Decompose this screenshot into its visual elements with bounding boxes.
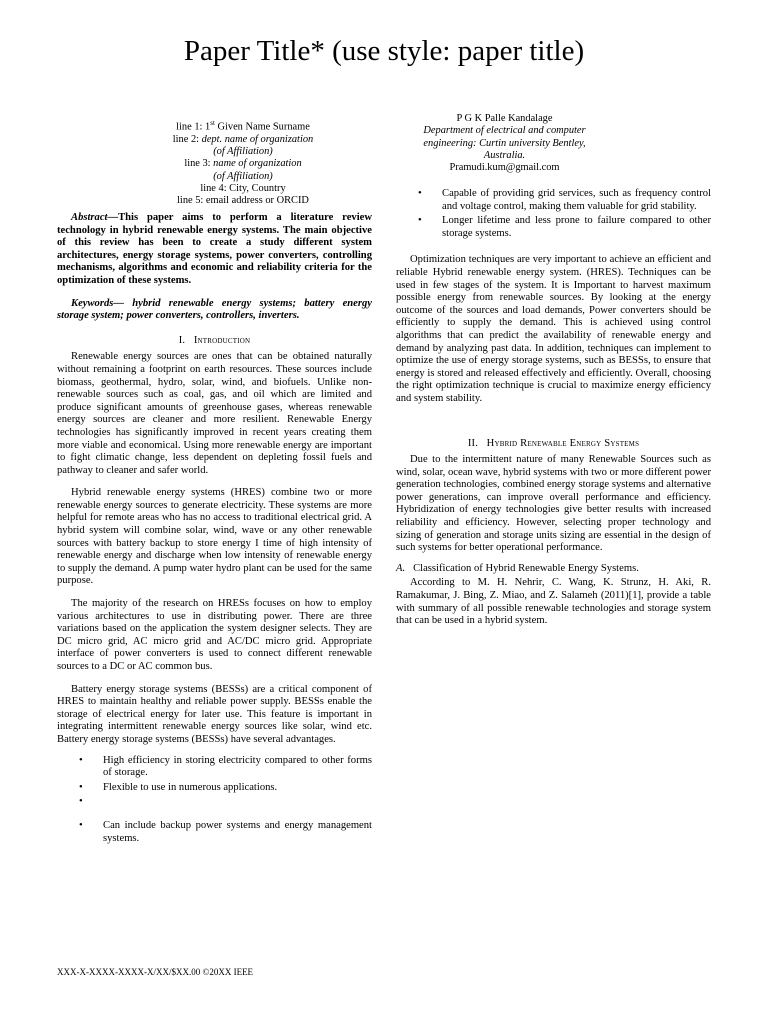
author1-line1: line 1: 1st Given Name Surname [176, 119, 310, 133]
section-heading-introduction: I. Introduction [178, 334, 251, 346]
author1-line5: line 5: email address or ORCID [177, 195, 309, 207]
intro-paragraph-2: Hybrid renewable energy systems (HRES) combine two or more renewable energy sources to generate electricity. These systems are more helpful for remote areas who has no access to traditional electrical grid. A hybrid system will combine solar, wind, wave or any other renewable sources with battery backup to store energy I time of high intensity of renewable energy and discharge when low intensity of renewable energy to supply the demand. A pump water hydro plant can be used for the same purpose. [57, 487, 372, 587]
author2-email: Pramudi.kum@gmail.com [449, 162, 560, 174]
section-heading-hybrid-systems: II. Hybrid Renewable Energy Systems [467, 437, 640, 449]
author1-line3b: (of Affiliation) [213, 170, 273, 182]
intro-paragraph-1: Renewable energy sources are ones that can be obtained naturally without remaining a footprint on earth resources. These sources include biomass, geothermal, hydro, solar, wind, and biofuels. Unlike non-renewable sources such as coal, gas, and oil which are limited and produce significant amounts of greenhouse gases, whereas renewable energy sources are cleaner and more resilient. Renewable Energy technologies has significantly improved in recent years creating them more viable and economical. Using more renewable energy are important to fight climatic change, less dependent on depleting fossil fuels and pathway to cleaner and safer world. [57, 351, 372, 476]
optimization-paragraph: Optimization techniques are very important to achieve an efficient and reliable Hybrid renewable energy system. (HRES). Techniques can be used in few stages of the system. It is Important to harvest maximum possible energy from renewable sources. By looking at the energy outcome of the sources and load demands, Power converters should be efficiently to supply the demand. This is achieved using control algorithms that can predict the availability of renewable energy and demand by analyzing past data. In addition, techniques can implement to optimize the use of energy storage systems, such as BESSs, to ensure that energy is stored and released effectively and efficiently. Overall, choosing the right optimization technique is crucial to maximize energy efficiency and system stability. [396, 254, 711, 404]
list-item: • Can include backup power systems and energy management systems. [79, 820, 372, 844]
list-item: • High efficiency in storing electricity compared to other forms of storage. [79, 754, 372, 779]
author2-dept-line3: Australia. [483, 149, 526, 161]
left-column [57, 212, 372, 848]
bess-advantages-list-continued [396, 188, 711, 240]
author1-line2b: (of Affiliation) [213, 146, 273, 158]
keywords: Keywords— hybrid renewable energy systems; battery energy storage system; power converters, controllers, inverters. [57, 297, 372, 322]
intro-paragraph-3: The majority of the research on HRESs focuses on how to employ various architectures to use in distributing power. There are three variations based on the application the system designer selects. They are DC micro grid, AC micro grid and AC/DC micro grid. Appropriate interface of power converters is used to connect different renewable sources to a DC or AC common bus. [57, 598, 372, 672]
list-item: • Flexible to use in numerous applications. [79, 781, 278, 793]
list-item: • Longer lifetime and less prone to failure compared to other storage systems. [418, 215, 711, 239]
author1-line4: line 4: City, Country [200, 182, 286, 194]
author2-dept-line2: engineering: Curtin university Bentley, [423, 137, 586, 149]
author2-dept-line1: Department of electrical and computer [423, 125, 586, 137]
author-block-1 [108, 117, 378, 208]
copyright-footer: XXX-X-XXXX-XXXX-X/XX/$XX.00 ©20XX IEEE [57, 967, 254, 977]
author1-line2: line 2: dept. name of organization [172, 133, 314, 145]
abstract: Abstract—This paper aims to perform a literature review technology in hybrid renewable energy systems. The main objective of this review has been to create a study different system architectures, energy storage systems, power converters, controlling mechanisms, algorithms and economic and reliability criteria for the optimization of these systems. [57, 212, 372, 286]
intro-paragraph-4: Battery energy storage systems (BESSs) are a critical component of HRES to maintain healthy and reliable power supply. BESSs enable the storage of electrical energy for later use. This feature is important in integrating intermittent renewable energy sources like solar, wind etc. Battery energy storage systems (BESSs) have several advantages. [57, 683, 372, 745]
list-item: • Capable of providing grid services, such as frequency control and voltage control, making them valuable for grid stability. [418, 188, 711, 212]
author2-name: P G K Palle Kandalage [456, 113, 553, 124]
classification-paragraph: According to M. H. Nehrir, C. Wang, K. Strunz, H. Aki, R. Ramakumar, J. Bing, Z. Miao, and Z. Salameh (2011)[1], provide a table with summary of all possible renewable technologies and storage system that can be used in a hybrid system. [396, 577, 711, 627]
author1-line3: line 3: name of organization [184, 158, 302, 170]
subsection-heading-classification: A. Classification of Hybrid Renewable Energy Systems. [396, 562, 639, 574]
hybrid-paragraph: Due to the intermittent nature of many Renewable Sources such as wind, solar, ocean wave, hybrid systems with two or more different power generation technologies, combined energy storage systems and alternative power generations, can improve overall performance and efficiency. Hybridization of energy technologies give better results with increased reliability and efficiency. However, selecting proper technology and sizing of generation and storage units sizing are essential in the design of such systems for better operational performance. [396, 454, 711, 554]
paper-title: Paper Title* (use style: paper title) [183, 35, 585, 67]
list-item-empty: • [79, 796, 83, 808]
bess-advantages-list [57, 755, 372, 846]
right-column [396, 188, 711, 628]
author-block-2 [372, 113, 637, 174]
